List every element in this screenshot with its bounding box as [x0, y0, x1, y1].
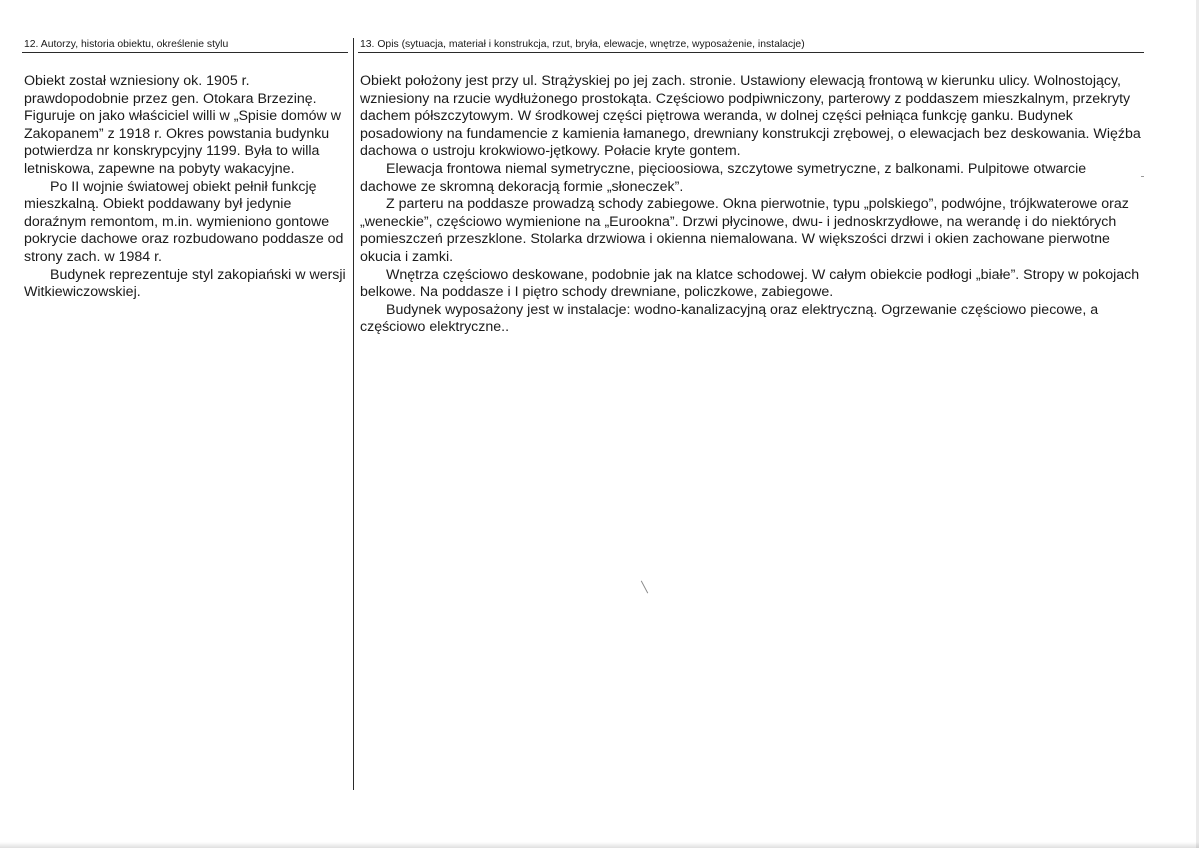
right-paragraph-4: Wnętrza częściowo deskowane, podobnie jak na klatce schodowej. W całym obiekcie podłogi „białe”. Stropy w pokojach belkowe. Na poddasze i I piętro schody drewniane, policzkowe, zabiegowe. [360, 266, 1140, 301]
right-paragraph-3: Z parteru na poddasze prowadzą schody zabiegowe. Okna pierwotnie, typu „polskiego”, podwójne, trójkwaterowe oraz „weneckie”, częściowo wymienione na „Eurookna”. Drzwi płycinowe, dwu- i jednoskrzydłowe, na werandę i do niektórych pomieszczeń przeszklone. Stolarka drzwiowa i okienna niemalowana. W większości drzwi i okien zachowane pierwotne okucia i zamki. [360, 196, 1129, 265]
left-paragraph-1: Obiekt został wzniesiony ok. 1905 r. prawdopodobnie przez gen. Otokara Brzezinę. Figuruje on jako właściciel willi w „Spisie domów w Zakopanem” z 1918 r. Okres powstania budynku potwierdza nr konskrypcyjny 1199. Była to willa letniskowa, zapewne na pobyty wakacyjne. [24, 73, 341, 177]
scan-edge-bottom [0, 842, 1199, 848]
scan-artifact-mark [641, 581, 648, 594]
left-column [22, 38, 348, 302]
column-divider [353, 38, 354, 790]
left-paragraph-3: Budynek reprezentuje styl zakopiański w wersji Witkiewiczowskiej. [24, 266, 346, 301]
left-column-header: 12. Autorzy, historia obiektu, określenie stylu [22, 38, 348, 53]
right-paragraph-5: Budynek wyposażony jest w instalacje: wodno-kanalizacyjną oraz elektryczną. Ogrzewanie częściowo piecowe, a częściowo elektryczne.. [360, 301, 1099, 336]
scan-artifact-dot [1141, 176, 1144, 177]
right-column [358, 38, 1144, 337]
right-column-header: 13. Opis (sytuacja, materiał i konstrukcja, rzut, bryła, elewacje, wnętrze, wyposażenie, instalacje) [358, 38, 1144, 53]
left-paragraph-2: Po II wojnie światowej obiekt pełnił funkcję mieszkalną. Obiekt poddawany był jedynie doraźnym remontom, m.in. wymieniono gontowe pokrycie dachowe oraz rozbudowano poddasze od strony zach. w 1984 r. [24, 178, 344, 265]
right-paragraph-2: Elewacja frontowa niemal symetryczne, pięcioosiowa, szczytowe symetryczne, z balkonami. Pulpitowe otwarcie dachowe ze skromną dekoracją formie „słoneczek”. [360, 160, 1087, 195]
left-column-body [22, 73, 348, 302]
right-paragraph-1: Obiekt położony jest przy ul. Strążyskiej po jej zach. stronie. Ustawiony elewacją frontową w kierunku ulicy. Wolnostojący, wzniesiony na rzucie wydłużonego prostokąta. Częściowo podpiwniczony, parterowy z poddaszem mieszkalnym, przekryty dachem półszczytowym. W środkowej części piętrowa weranda, w dolnej części pełniąca funkcję ganku. Budynek posadowiony na fundamencie z kamienia łamanego, drewniany konstrukcji zrębowej, o elewacjach bez deskowania. Więźba dachowa o ustroju krokwiowo-jętkowy. Połacie kryte gontem. [360, 73, 1141, 160]
right-column-body [358, 73, 1144, 337]
